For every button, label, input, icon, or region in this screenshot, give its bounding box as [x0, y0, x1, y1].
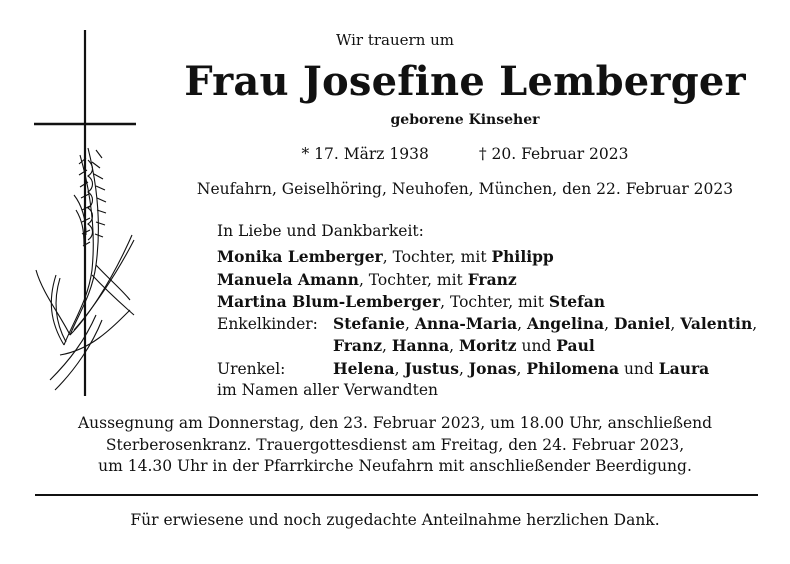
service-line: um 14.30 Uhr in der Pfarrkirche Neufahrn mit anschließender Beerdigung. — [98, 457, 692, 475]
mourner-line: Manuela Amann, Tochter, mit Franz — [217, 269, 517, 289]
grandchildren-line-2: Franz, Hanna, Moritz und Paul — [333, 336, 595, 356]
mourners-opening: In Liebe und Dankbarkeit: — [217, 222, 424, 240]
mourner-line: Monika Lemberger, Tochter, mit Philipp — [217, 247, 554, 267]
intro-text: Wir trauern um — [335, 31, 455, 49]
deceased-name: Frau Josefine Lemberger — [184, 58, 746, 105]
mourners-list — [217, 221, 777, 401]
grandchildren-label: Enkelkinder: — [217, 315, 318, 334]
divider — [35, 494, 758, 496]
thanks-text: Für erwiesene und noch zugedachte Anteilnahme herzlichen Dank. — [130, 511, 660, 529]
great-grandchildren-line: Urenkel: Helena, Justus, Jonas, Philomena und Laura — [217, 358, 777, 380]
place-and-date: Neufahrn, Geiselhöring, Neuhofen, München, den 22. Februar 2023 — [196, 180, 734, 198]
death-date: † 20. Februar 2023 — [478, 145, 629, 163]
mourner-line: Martina Blum-Lemberger, Tochter, mit Stefan — [217, 291, 606, 311]
life-dates — [70, 145, 790, 163]
service-details — [0, 413, 790, 478]
service-line: Sterberosenkranz. Trauergottesdienst am Freitag, den 24. Februar 2023, — [105, 435, 685, 454]
service-line: Aussegnung am Donnerstag, den 23. Februar 2023, um 18.00 Uhr, anschließend — [77, 414, 713, 432]
mourners-closing: im Namen aller Verwandten — [217, 381, 438, 400]
grandchildren-line: Enkelkinder: Stefanie, Anna-Maria, Angelina, Daniel, Valentin, — [217, 313, 777, 335]
great-grandchildren-label: Urenkel: — [217, 359, 286, 378]
birth-date: * 17. März 1938 — [301, 145, 429, 163]
maiden-name: geborene Kinseher — [390, 112, 540, 128]
